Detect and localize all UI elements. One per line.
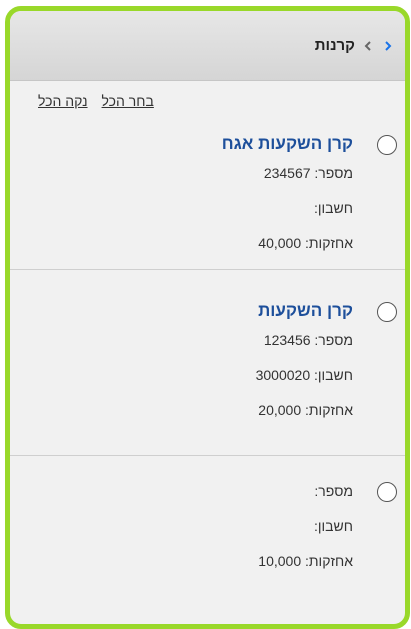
fund-number: מספר: 234567 [263,165,353,181]
fund-item[interactable] [10,107,405,270]
select-all-link[interactable]: בחר הכל [101,93,154,109]
fund-number: מספר: 123456 [263,332,353,348]
fund-holdings: אחזקות: 40,000 [258,235,353,251]
chevron-right-icon[interactable] [381,39,395,53]
panel-header[interactable] [10,11,405,81]
clear-all-link[interactable]: נקה הכל [38,93,88,109]
panel-title: קרנות [314,37,355,54]
fund-holdings: אחזקות: 10,000 [258,553,353,569]
fund-checkbox[interactable] [377,302,397,322]
funds-panel [5,6,410,629]
fund-number: מספר: [314,483,353,499]
fund-item[interactable] [10,270,405,456]
fund-account: חשבון: [314,518,353,534]
fund-holdings: אחזקות: 20,000 [258,402,353,418]
chevron-left-icon[interactable] [361,39,375,53]
fund-account: חשבון: [314,200,353,216]
fund-item[interactable] [10,456,405,596]
fund-checkbox[interactable] [377,135,397,155]
selection-links [10,81,405,107]
fund-name-link[interactable]: קרן השקעות אגח [221,134,353,153]
fund-name-link[interactable]: קרן השקעות [258,301,353,320]
fund-account: חשבון: 3000020 [255,367,353,383]
fund-checkbox[interactable] [377,482,397,502]
